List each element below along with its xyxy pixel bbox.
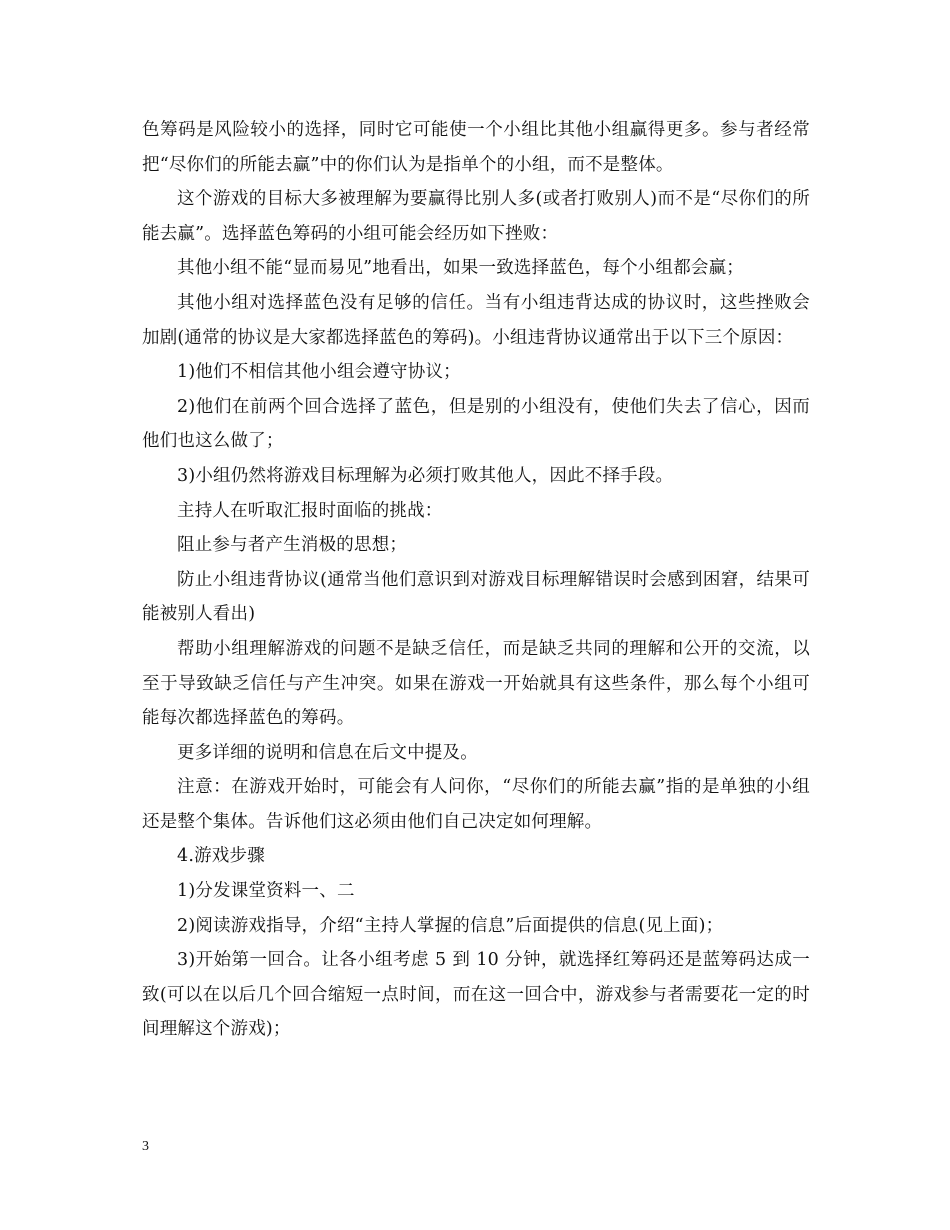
paragraph: 防止小组违背协议(通常当他们意识到对游戏目标理解错误时会感到困窘，结果可能被别人看出) xyxy=(142,569,810,625)
document-body xyxy=(142,113,810,1047)
paragraph: 其他小组对选择蓝色没有足够的信任。当有小组违背达成的协议时，这些挫败会加剧(通常的协议是大家都选择蓝色的筹码)。小组违背协议通常出于以下三个原因： xyxy=(142,292,810,348)
list-item: 3)小组仍然将游戏目标理解为必须打败其他人，因此不择手段。 xyxy=(177,465,674,486)
paragraph: 阻止参与者产生消极的思想； xyxy=(177,535,408,556)
step-item: 3)开始第一回合。让各小组考虑 5 到 10 分钟，就选择红筹码还是蓝筹码达成一致(可以在以后几个回合缩短一点时间，而在这一回合中，游戏参与者需要花一定的时间理解这个游戏)； xyxy=(142,950,810,1040)
paragraph: 帮助小组理解游戏的问题不是缺乏信任，而是缺乏共同的理解和公开的交流，以至于导致缺乏信任与产生冲突。如果在游戏一开始就具有这些条件，那么每个小组可能每次都选择蓝色的筹码。 xyxy=(142,638,810,729)
list-item: 2)他们在前两个回合选择了蓝色，但是别的小组没有，使他们失去了信心，因而他们也这么做了； xyxy=(142,396,810,452)
paragraph: 主持人在听取汇报时面临的挑战： xyxy=(177,500,443,521)
section-heading: 4.游戏步骤 xyxy=(177,846,265,867)
paragraph: 这个游戏的目标大多被理解为要赢得比别人多(或者打败别人)而不是“尽你们的所能去赢”。选择蓝色筹码的小组可能会经历如下挫败： xyxy=(142,189,810,244)
paragraph: 其他小组不能“显而易见”地看出，如果一致选择蓝色，每个小组都会赢； xyxy=(177,258,744,279)
page-number: 3 xyxy=(142,1139,149,1154)
list-item: 1)他们不相信其他小组会遵守协议； xyxy=(177,362,461,383)
step-item: 1)分发课堂资料一、二 xyxy=(177,881,355,902)
paragraph-continuation: 色筹码是风险较小的选择，同时它可能使一个小组比其他小组赢得更多。参与者经常把“尽你们的所能去赢”中的你们认为是指单个的小组，而不是整体。 xyxy=(142,120,810,175)
step-item: 2)阅读游戏指导，介绍“主持人掌握的信息”后面提供的信息(见上面)； xyxy=(177,915,724,936)
note-paragraph: 注意：在游戏开始时，可能会有人问你，“尽你们的所能去赢”指的是单独的小组还是整个集体。告诉他们这必须由他们自己决定如何理解。 xyxy=(142,777,810,832)
paragraph: 更多详细的说明和信息在后文中提及。 xyxy=(177,742,478,763)
